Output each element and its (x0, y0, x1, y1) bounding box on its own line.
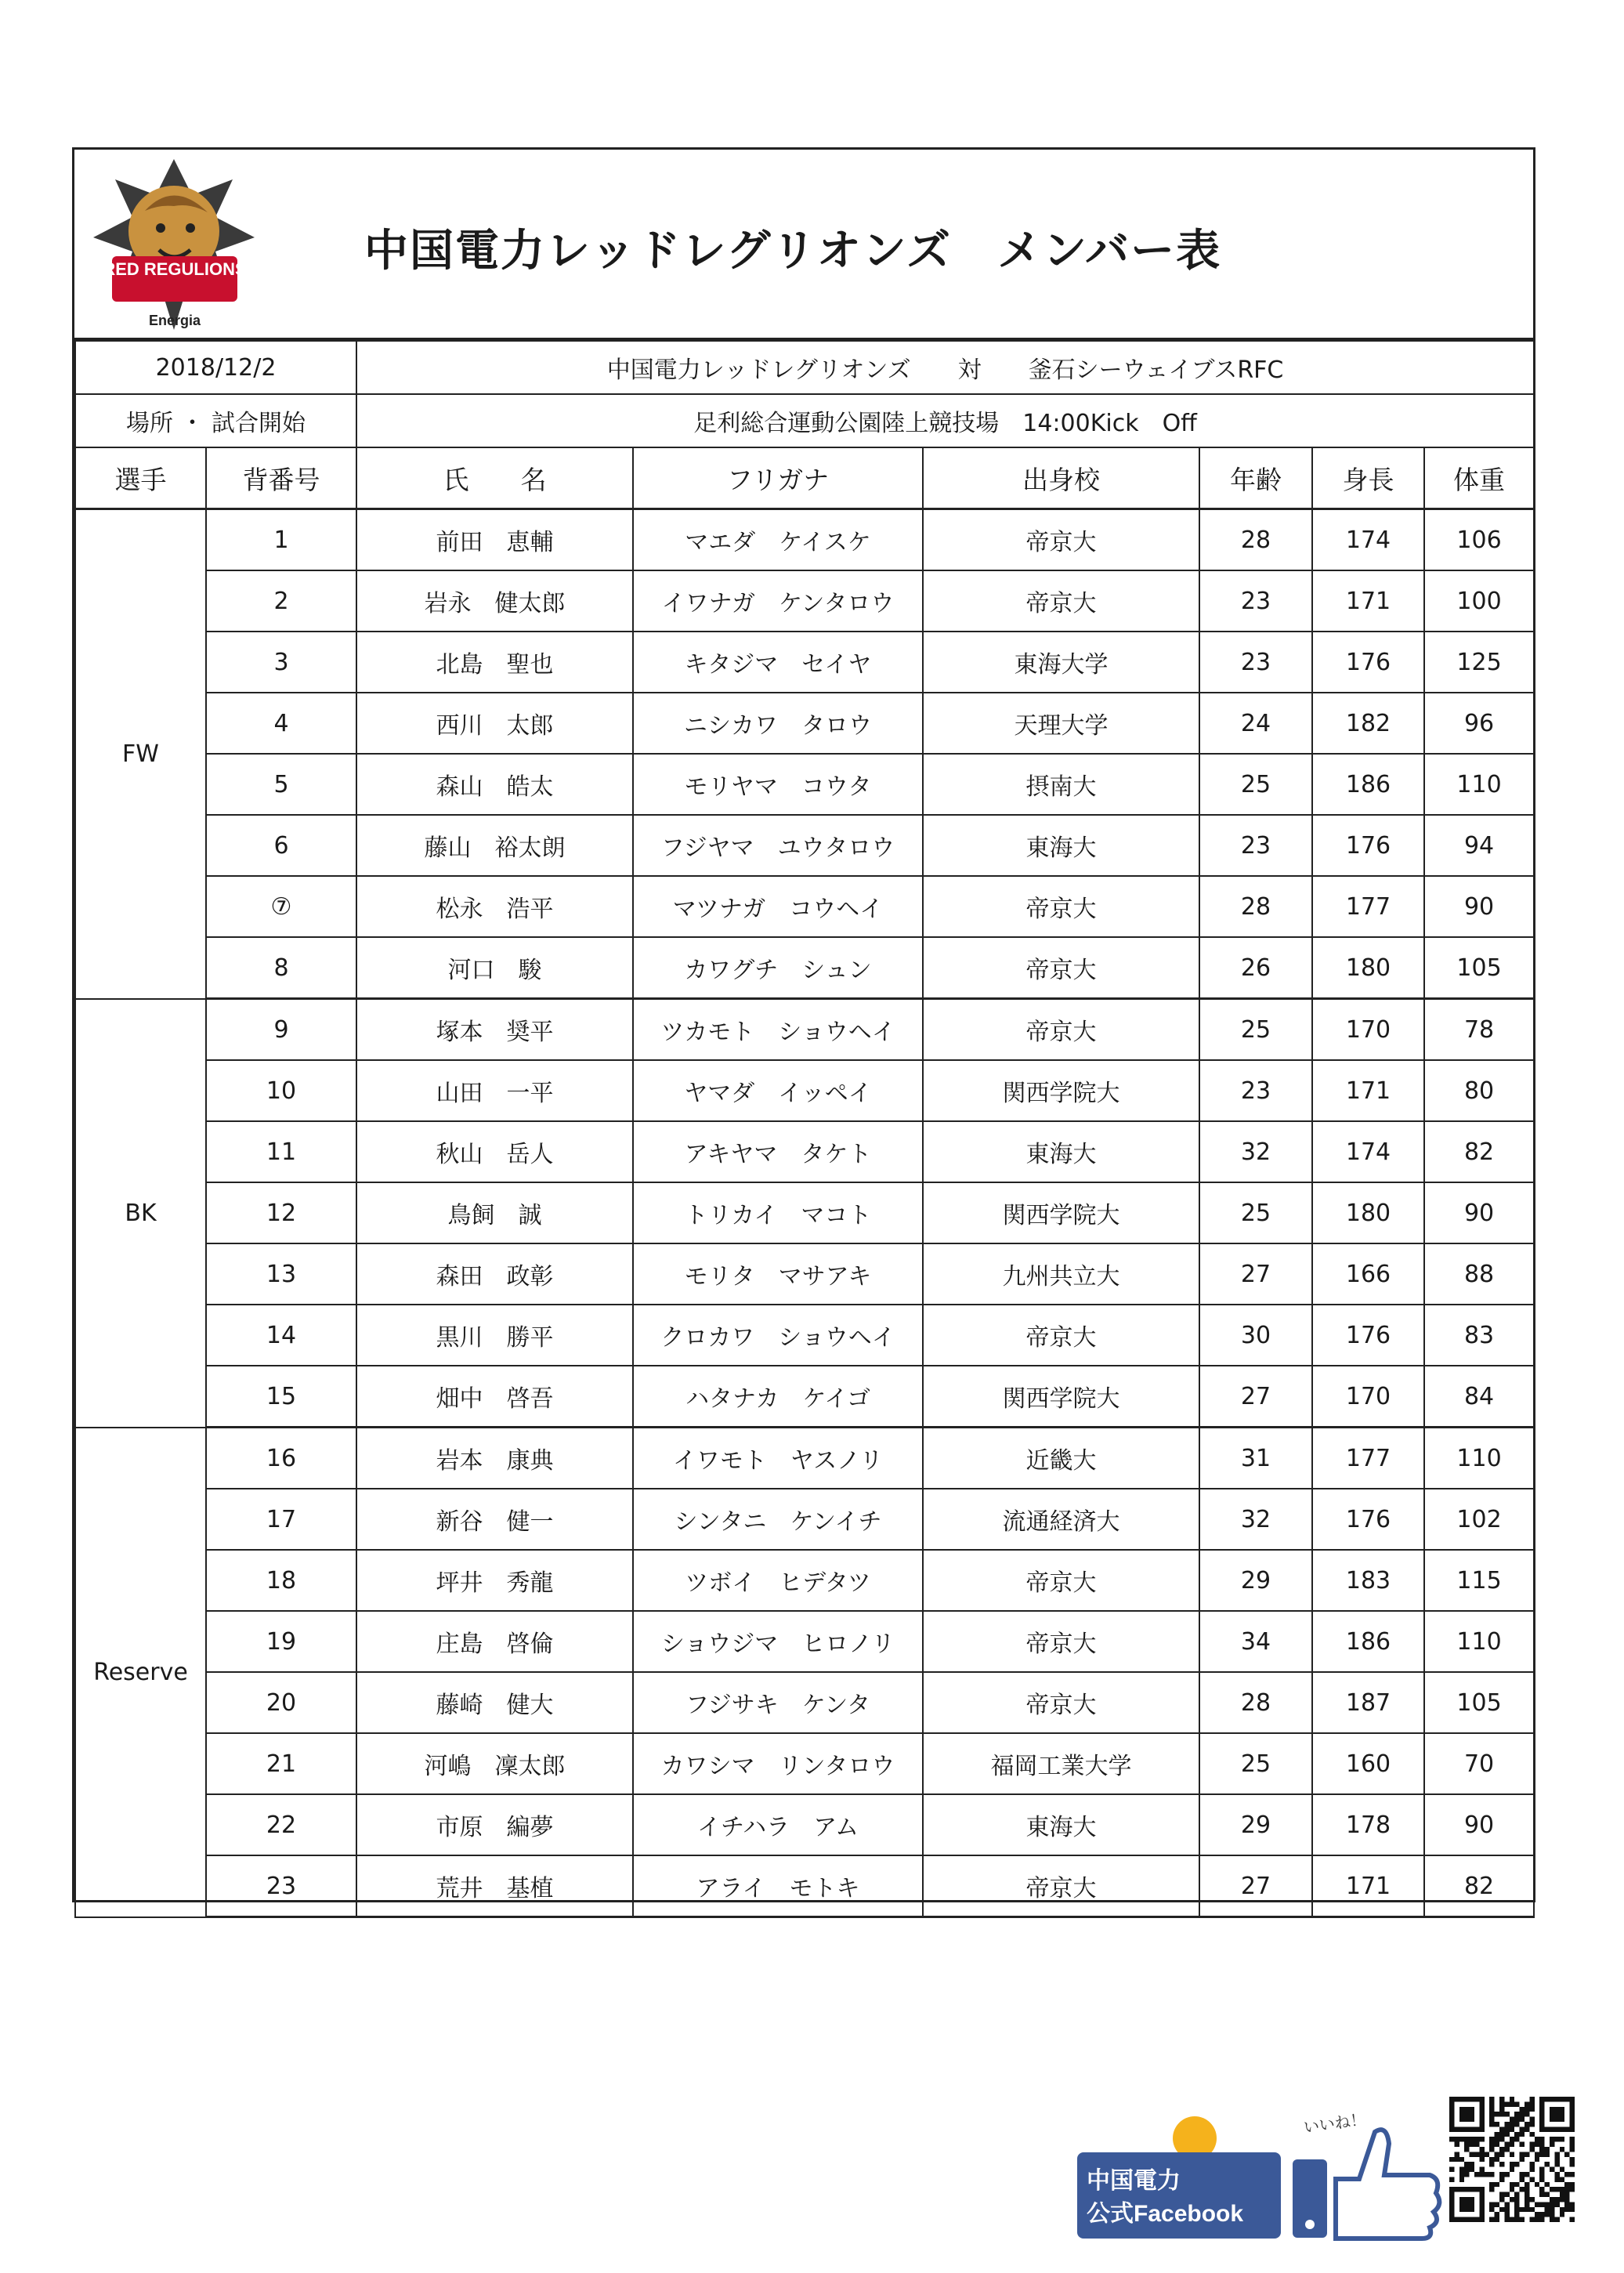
player-height: 171 (1312, 570, 1424, 632)
table-row (75, 1794, 1534, 1855)
player-number: 5 (206, 754, 356, 815)
player-age: 23 (1199, 815, 1312, 876)
player-age: 29 (1199, 1794, 1312, 1855)
player-kana: アライ モトキ (633, 1855, 923, 1917)
player-age: 27 (1199, 1243, 1312, 1305)
position-group-label: BK (75, 999, 206, 1428)
table-row (75, 1182, 1534, 1243)
player-age: 31 (1199, 1428, 1312, 1489)
player-age: 25 (1199, 1182, 1312, 1243)
table-row (75, 509, 1534, 571)
player-number: 6 (206, 815, 356, 876)
player-weight: 90 (1424, 1794, 1534, 1855)
player-age: 23 (1199, 1060, 1312, 1121)
table-row (75, 1733, 1534, 1794)
player-school: 九州共立大 (923, 1243, 1199, 1305)
player-name: 森山 皓太 (356, 754, 633, 815)
player-name: 黒川 勝平 (356, 1305, 633, 1366)
svg-text:RED REGULIONS: RED REGULIONS (103, 259, 247, 279)
player-weight: 110 (1424, 1611, 1534, 1672)
player-height: 183 (1312, 1550, 1424, 1611)
position-group-label: Reserve (75, 1428, 206, 1917)
player-name: 北島 聖也 (356, 632, 633, 693)
player-school: 帝京大 (923, 570, 1199, 632)
player-age: 29 (1199, 1550, 1312, 1611)
player-school: 東海大 (923, 815, 1199, 876)
player-height: 186 (1312, 1611, 1424, 1672)
player-number: 1 (206, 509, 356, 571)
player-name: 塚本 奨平 (356, 999, 633, 1061)
player-number: 3 (206, 632, 356, 693)
player-number: 14 (206, 1305, 356, 1366)
position-group-label: FW (75, 509, 206, 999)
member-sheet (72, 147, 1535, 2227)
col-header-name: 氏 名 (356, 447, 633, 509)
player-school: 帝京大 (923, 1611, 1199, 1672)
player-school: 関西学院大 (923, 1182, 1199, 1243)
player-kana: ツカモト ショウヘイ (633, 999, 923, 1061)
table-row (75, 815, 1534, 876)
player-age: 32 (1199, 1489, 1312, 1550)
player-name: 河口 駿 (356, 937, 633, 999)
col-header-number: 背番号 (206, 447, 356, 509)
player-weight: 125 (1424, 632, 1534, 693)
facebook-banner[interactable] (1077, 2101, 1445, 2242)
player-age: 27 (1199, 1855, 1312, 1917)
roster-table (74, 340, 1535, 1918)
player-weight: 82 (1424, 1855, 1534, 1917)
player-name: 秋山 岳人 (356, 1121, 633, 1182)
player-school: 東海大 (923, 1121, 1199, 1182)
player-number: 13 (206, 1243, 356, 1305)
player-kana: イワモト ヤスノリ (633, 1428, 923, 1489)
player-height: 170 (1312, 999, 1424, 1061)
player-height: 166 (1312, 1243, 1424, 1305)
table-row (75, 1305, 1534, 1366)
player-name: 鳥飼 誠 (356, 1182, 633, 1243)
player-name: 市原 編夢 (356, 1794, 633, 1855)
player-number: ⑦ (206, 876, 356, 937)
player-number: 22 (206, 1794, 356, 1855)
player-name: 河嶋 凜太郎 (356, 1733, 633, 1794)
player-kana: カワシマ リンタロウ (633, 1733, 923, 1794)
player-height: 177 (1312, 876, 1424, 937)
player-weight: 105 (1424, 1672, 1534, 1733)
player-name: 庄島 啓倫 (356, 1611, 633, 1672)
player-height: 182 (1312, 693, 1424, 754)
player-school: 帝京大 (923, 1855, 1199, 1917)
player-age: 28 (1199, 509, 1312, 571)
player-age: 25 (1199, 1733, 1312, 1794)
player-height: 180 (1312, 1182, 1424, 1243)
player-weight: 94 (1424, 815, 1534, 876)
player-kana: マエダ ケイスケ (633, 509, 923, 571)
player-school: 流通経済大 (923, 1489, 1199, 1550)
player-school: 帝京大 (923, 1672, 1199, 1733)
player-name: 藤崎 健大 (356, 1672, 633, 1733)
venue-row (75, 394, 1534, 447)
sheet-header (74, 150, 1533, 340)
column-header-row (75, 447, 1534, 509)
player-school: 天理大学 (923, 693, 1199, 754)
player-name: 荒井 基植 (356, 1855, 633, 1917)
player-name: 山田 一平 (356, 1060, 633, 1121)
player-kana: トリカイ マコト (633, 1182, 923, 1243)
player-number: 15 (206, 1366, 356, 1428)
table-row (75, 999, 1534, 1061)
player-number: 18 (206, 1550, 356, 1611)
player-name: 藤山 裕太朗 (356, 815, 633, 876)
player-age: 28 (1199, 1672, 1312, 1733)
player-weight: 100 (1424, 570, 1534, 632)
player-weight: 90 (1424, 1182, 1534, 1243)
player-kana: モリタ マサアキ (633, 1243, 923, 1305)
player-kana: シンタニ ケンイチ (633, 1489, 923, 1550)
player-school: 摂南大 (923, 754, 1199, 815)
player-kana: フジヤマ ユウタロウ (633, 815, 923, 876)
player-age: 30 (1199, 1305, 1312, 1366)
player-height: 160 (1312, 1733, 1424, 1794)
player-weight: 115 (1424, 1550, 1534, 1611)
col-header-height: 身長 (1312, 447, 1424, 509)
player-number: 20 (206, 1672, 356, 1733)
table-row (75, 1121, 1534, 1182)
player-height: 174 (1312, 1121, 1424, 1182)
player-number: 2 (206, 570, 356, 632)
player-name: 松永 浩平 (356, 876, 633, 937)
venue-label: 場所 ・ 試合開始 (75, 394, 356, 447)
footer (74, 2077, 1533, 2273)
player-kana: マツナガ コウヘイ (633, 876, 923, 937)
player-kana: カワグチ シュン (633, 937, 923, 999)
player-school: 帝京大 (923, 999, 1199, 1061)
svg-text:いいね！: いいね！ (1302, 2111, 1368, 2137)
player-name: 森田 政彰 (356, 1243, 633, 1305)
col-header-weight: 体重 (1424, 447, 1534, 509)
col-header-kana: フリガナ (633, 447, 923, 509)
table-row (75, 1489, 1534, 1550)
player-number: 21 (206, 1733, 356, 1794)
player-weight: 80 (1424, 1060, 1534, 1121)
player-height: 180 (1312, 937, 1424, 999)
player-kana: イワナガ ケンタロウ (633, 570, 923, 632)
player-weight: 70 (1424, 1733, 1534, 1794)
player-weight: 110 (1424, 1428, 1534, 1489)
table-row (75, 1060, 1534, 1121)
player-weight: 88 (1424, 1243, 1534, 1305)
player-weight: 83 (1424, 1305, 1534, 1366)
player-number: 4 (206, 693, 356, 754)
player-height: 170 (1312, 1366, 1424, 1428)
player-weight: 90 (1424, 876, 1534, 937)
player-name: 岩本 康典 (356, 1428, 633, 1489)
player-school: 帝京大 (923, 876, 1199, 937)
qr-code[interactable] (1449, 2097, 1575, 2222)
team-logo (90, 156, 259, 335)
player-kana: イチハラ アム (633, 1794, 923, 1855)
table-row (75, 1550, 1534, 1611)
player-height: 171 (1312, 1060, 1424, 1121)
col-header-group: 選手 (75, 447, 206, 509)
player-number: 9 (206, 999, 356, 1061)
player-weight: 110 (1424, 754, 1534, 815)
player-height: 176 (1312, 632, 1424, 693)
player-number: 10 (206, 1060, 356, 1121)
player-height: 176 (1312, 815, 1424, 876)
player-weight: 78 (1424, 999, 1534, 1061)
player-height: 176 (1312, 1489, 1424, 1550)
table-row (75, 754, 1534, 815)
table-row (75, 1366, 1534, 1428)
player-school: 東海大 (923, 1794, 1199, 1855)
player-height: 186 (1312, 754, 1424, 815)
player-school: 帝京大 (923, 937, 1199, 999)
player-height: 171 (1312, 1855, 1424, 1917)
player-height: 174 (1312, 509, 1424, 571)
player-number: 19 (206, 1611, 356, 1672)
player-age: 32 (1199, 1121, 1312, 1182)
player-age: 25 (1199, 999, 1312, 1061)
player-name: 岩永 健太郎 (356, 570, 633, 632)
player-height: 177 (1312, 1428, 1424, 1489)
table-row (75, 693, 1534, 754)
player-name: 坪井 秀龍 (356, 1550, 633, 1611)
player-kana: キタジマ セイヤ (633, 632, 923, 693)
player-name: 新谷 健一 (356, 1489, 633, 1550)
player-weight: 84 (1424, 1366, 1534, 1428)
player-name: 西川 太郎 (356, 693, 633, 754)
player-weight: 96 (1424, 693, 1534, 754)
player-school: 近畿大 (923, 1428, 1199, 1489)
player-kana: アキヤマ タケト (633, 1121, 923, 1182)
player-weight: 106 (1424, 509, 1534, 571)
player-age: 28 (1199, 876, 1312, 937)
player-kana: ハタナカ ケイゴ (633, 1366, 923, 1428)
player-height: 176 (1312, 1305, 1424, 1366)
player-weight: 102 (1424, 1489, 1534, 1550)
player-name: 畑中 啓吾 (356, 1366, 633, 1428)
player-school: 関西学院大 (923, 1366, 1199, 1428)
match-row (75, 341, 1534, 394)
player-kana: ショウジマ ヒロノリ (633, 1611, 923, 1672)
player-kana: モリヤマ コウタ (633, 754, 923, 815)
svg-text:公式Facebook: 公式Facebook (1087, 2201, 1244, 2227)
table-row (75, 1855, 1534, 1917)
player-school: 東海大学 (923, 632, 1199, 693)
player-school: 帝京大 (923, 1550, 1199, 1611)
table-row (75, 1428, 1534, 1489)
table-row (75, 1611, 1534, 1672)
page-title: 中国電力レッドレグリオンズ メンバー表 (364, 226, 1222, 277)
player-number: 8 (206, 937, 356, 999)
player-school: 関西学院大 (923, 1060, 1199, 1121)
player-age: 24 (1199, 693, 1312, 754)
thumbs-up-icon (1336, 2130, 1439, 2239)
player-name: 前田 恵輔 (356, 509, 633, 571)
player-kana: ツボイ ヒデタツ (633, 1550, 923, 1611)
match-date: 2018/12/2 (75, 341, 356, 394)
player-school: 帝京大 (923, 1305, 1199, 1366)
player-height: 187 (1312, 1672, 1424, 1733)
player-kana: フジサキ ケンタ (633, 1672, 923, 1733)
player-school: 福岡工業大学 (923, 1733, 1199, 1794)
player-weight: 82 (1424, 1121, 1534, 1182)
player-number: 23 (206, 1855, 356, 1917)
player-kana: ヤマダ イッペイ (633, 1060, 923, 1121)
player-age: 27 (1199, 1366, 1312, 1428)
col-header-age: 年齢 (1199, 447, 1312, 509)
table-row (75, 1243, 1534, 1305)
table-row (75, 876, 1534, 937)
player-number: 17 (206, 1489, 356, 1550)
table-row (75, 937, 1534, 999)
player-number: 11 (206, 1121, 356, 1182)
player-age: 23 (1199, 632, 1312, 693)
player-school: 帝京大 (923, 509, 1199, 571)
player-age: 26 (1199, 937, 1312, 999)
player-age: 25 (1199, 754, 1312, 815)
player-number: 12 (206, 1182, 356, 1243)
table-row (75, 1672, 1534, 1733)
svg-text:Energia: Energia (148, 313, 201, 328)
matchup-text: 中国電力レッドレグリオンズ 対 釜石シーウェイブスRFC (356, 341, 1534, 394)
svg-text:中国電力: 中国電力 (1087, 2168, 1181, 2194)
col-header-school: 出身校 (923, 447, 1199, 509)
table-row (75, 570, 1534, 632)
table-row (75, 632, 1534, 693)
player-height: 178 (1312, 1794, 1424, 1855)
player-age: 34 (1199, 1611, 1312, 1672)
player-kana: ニシカワ タロウ (633, 693, 923, 754)
player-number: 16 (206, 1428, 356, 1489)
player-weight: 105 (1424, 937, 1534, 999)
venue-text: 足利総合運動公園陸上競技場 14:00Kick Off (356, 394, 1534, 447)
player-kana: クロカワ ショウヘイ (633, 1305, 923, 1366)
player-age: 23 (1199, 570, 1312, 632)
